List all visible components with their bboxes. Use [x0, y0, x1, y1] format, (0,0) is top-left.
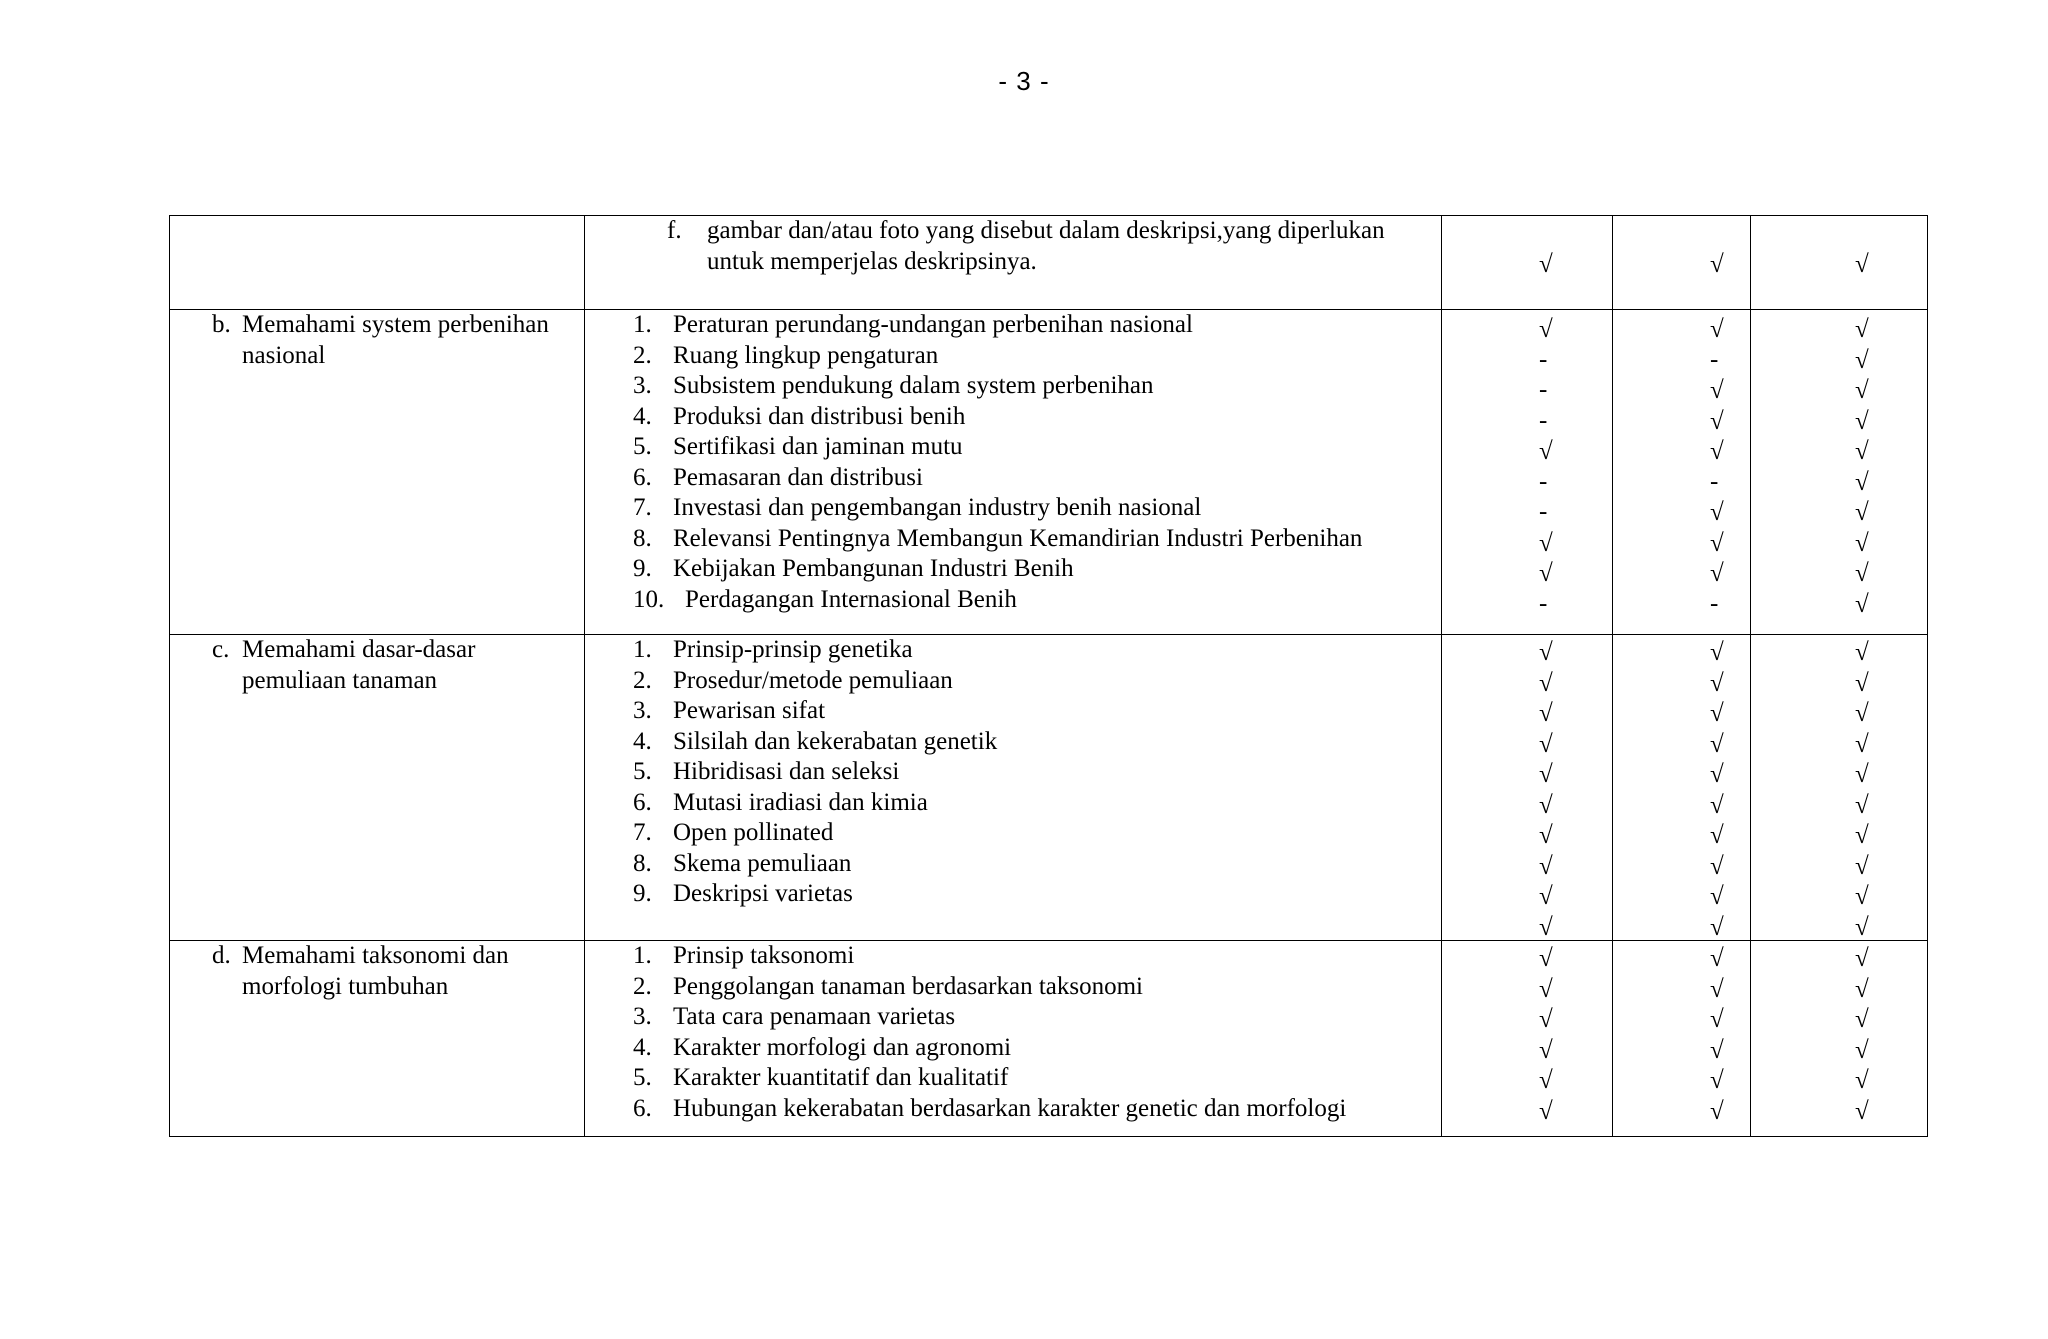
check-column-3 [1751, 310, 1928, 635]
list-item [633, 635, 1431, 666]
check-column-2 [1613, 635, 1751, 941]
check-mark: √ [1539, 316, 1553, 343]
item-number: 5. [633, 758, 652, 785]
check-mark: √ [1710, 1067, 1724, 1094]
check-mark: √ [1855, 529, 1869, 557]
item-text: Ruang lingkup pengaturan [673, 341, 939, 369]
list-item [633, 341, 1431, 372]
competency-table [169, 215, 1928, 1137]
item-text: Mutasi iradiasi dan kimia [673, 788, 928, 816]
check-column-3 [1751, 941, 1928, 1137]
item-number: 4. [633, 402, 652, 430]
list-item [633, 757, 1431, 788]
competency-letter: d. [212, 942, 231, 969]
item-number: 1. [633, 636, 652, 663]
check-mark: √ [1855, 669, 1869, 697]
list-item [633, 941, 1431, 972]
check-mark: √ [1710, 761, 1724, 788]
description-cell [585, 941, 1442, 1137]
list-item [633, 1063, 1431, 1094]
list-item [633, 554, 1431, 585]
check-mark: √ [1539, 883, 1553, 910]
item-number: 8. [633, 524, 652, 552]
check-mark: √ [1855, 700, 1869, 727]
check-mark: √ [1710, 407, 1724, 435]
item-number: 3. [633, 372, 652, 399]
check-mark: √ [1855, 346, 1869, 374]
list-item [633, 585, 1431, 616]
check-mark: √ [1855, 251, 1869, 278]
check-mark: √ [1855, 761, 1869, 788]
list-item [633, 402, 1431, 433]
table-row [170, 216, 1928, 310]
check-mark: √ [1710, 499, 1724, 526]
check-mark: √ [1539, 669, 1553, 697]
competency-label: Memahami dasar-dasar pemuliaan tanaman [242, 636, 476, 694]
check-mark: √ [1855, 822, 1869, 849]
check-mark: √ [1539, 639, 1553, 666]
item-number: 9. [633, 880, 652, 907]
item-text: Prosedur/metode pemuliaan [673, 666, 953, 694]
table-row [170, 941, 1928, 1137]
list-item [633, 432, 1431, 463]
check-mark: √ [1539, 438, 1553, 465]
check-mark: √ [1855, 407, 1869, 435]
check-column-2 [1613, 310, 1751, 635]
page-number: - 3 - [998, 66, 1050, 96]
check-mark: √ [1710, 1006, 1724, 1033]
check-mark: √ [1710, 1036, 1724, 1064]
table-row [170, 310, 1928, 635]
description-cell [585, 635, 1442, 941]
item-number: 7. [633, 494, 652, 521]
check-mark: √ [1710, 822, 1724, 849]
item-number: 8. [633, 849, 652, 877]
item-number: 2. [633, 972, 652, 1000]
item-text: Tata cara penamaan varietas [673, 1003, 956, 1030]
check-mark: √ [1539, 913, 1553, 941]
list-item [633, 849, 1431, 880]
competency-label: Memahami taksonomi dan morfologi tumbuhan [242, 942, 509, 1000]
check-mark: √ [1539, 761, 1553, 788]
check-mark: √ [1855, 1097, 1869, 1125]
item-text: Karakter morfologi dan agronomi [673, 1033, 1012, 1061]
check-mark: √ [1710, 529, 1724, 557]
check-mark: √ [1539, 251, 1553, 278]
dash-mark: - [1539, 406, 1548, 434]
check-mark: √ [1855, 438, 1869, 465]
item-number: 6. [633, 788, 652, 816]
check-column-2 [1613, 216, 1751, 310]
check-mark: √ [1855, 560, 1869, 587]
dash-mark: - [1710, 467, 1719, 495]
competency-cell [170, 635, 585, 941]
item-text: Penggolangan tanaman berdasarkan taksonomi [673, 972, 1143, 1000]
check-mark: √ [1855, 590, 1869, 618]
check-mark: √ [1855, 852, 1869, 880]
check-mark: √ [1710, 730, 1724, 758]
check-mark: √ [1855, 1006, 1869, 1033]
item-text: Sertifikasi dan jaminan mutu [673, 433, 963, 460]
competency-letter: c. [212, 636, 230, 663]
list-item [633, 1002, 1431, 1033]
check-mark: √ [1710, 377, 1724, 404]
check-mark: √ [1539, 945, 1553, 972]
item-number: 7. [633, 819, 652, 846]
item-text: Skema pemuliaan [673, 849, 852, 877]
check-mark: √ [1710, 852, 1724, 880]
list-item [633, 371, 1431, 402]
check-mark: √ [1539, 975, 1553, 1003]
check-mark: √ [1855, 791, 1869, 819]
list-item [633, 788, 1431, 819]
check-mark: √ [1539, 560, 1553, 587]
check-mark: √ [1539, 1097, 1553, 1125]
check-mark: √ [1710, 883, 1724, 910]
check-mark: √ [1855, 1067, 1869, 1094]
competency-cell [170, 941, 585, 1137]
item-number: 3. [633, 697, 652, 724]
check-mark: √ [1855, 499, 1869, 526]
dash-mark: - [1539, 345, 1548, 373]
item-number: 4. [633, 727, 652, 755]
item-text: Kebijakan Pembangunan Industri Benih [673, 555, 1074, 582]
item-text: Pemasaran dan distribusi [673, 463, 923, 491]
check-mark: √ [1855, 975, 1869, 1003]
competency-label: Memahami system perbenihan nasional [242, 311, 549, 369]
check-mark: √ [1710, 438, 1724, 465]
check-mark: √ [1855, 377, 1869, 404]
check-mark: √ [1539, 700, 1553, 727]
item-text: Silsilah dan kekerabatan genetik [673, 727, 998, 755]
list-item [633, 310, 1431, 341]
list-item [633, 666, 1431, 697]
check-mark: √ [1539, 1006, 1553, 1033]
item-text: Hubungan kekerabatan berdasarkan karakter genetic dan morfologi [673, 1094, 1347, 1122]
list-item [633, 879, 1431, 910]
item-number: 4. [633, 1033, 652, 1061]
check-mark: √ [1539, 1036, 1553, 1064]
item-number: 2. [633, 666, 652, 694]
check-mark: √ [1710, 1097, 1724, 1125]
check-mark: √ [1539, 529, 1553, 557]
item-text: Perdagangan Internasional Benih [685, 585, 1017, 613]
item-text: Peraturan perundang-undangan perbenihan nasional [673, 311, 1193, 338]
list-item [633, 493, 1431, 524]
item-number: 6. [633, 463, 652, 491]
list-item [633, 818, 1431, 849]
list-item [633, 463, 1431, 494]
check-mark: √ [1539, 822, 1553, 849]
item-number: 2. [633, 341, 652, 369]
item-text: Investasi dan pengembangan industry benih nasional [673, 494, 1202, 521]
item-text: Prinsip taksonomi [673, 942, 855, 969]
competency-letter: b. [212, 311, 231, 338]
check-mark: √ [1710, 560, 1724, 587]
item-number: 1. [633, 311, 652, 338]
check-mark: √ [1710, 639, 1724, 666]
list-item [633, 1094, 1431, 1125]
item-number: 5. [633, 1064, 652, 1091]
item-text: Subsistem pendukung dalam system perbenihan [673, 372, 1154, 399]
check-column-1 [1442, 310, 1613, 635]
item-text: Hibridisasi dan seleksi [673, 758, 900, 785]
list-item [633, 696, 1431, 727]
check-mark: √ [1855, 1036, 1869, 1064]
item-text: Relevansi Pentingnya Membangun Kemandirian Industri Perbenihan [673, 524, 1363, 552]
check-mark: √ [1710, 251, 1724, 278]
description-cell [585, 216, 1442, 310]
check-mark: √ [1855, 913, 1869, 941]
check-column-3 [1751, 216, 1928, 310]
item-number: 9. [633, 555, 652, 582]
item-text: Karakter kuantitatif dan kualitatif [673, 1064, 1009, 1091]
item-text: Open pollinated [673, 819, 834, 846]
check-mark: √ [1855, 639, 1869, 666]
check-mark: √ [1710, 913, 1724, 941]
item-number: 10. [633, 585, 665, 613]
competency-cell [170, 216, 585, 310]
check-mark: √ [1539, 791, 1553, 819]
list-item [585, 216, 1441, 277]
item-number: 6. [633, 1094, 652, 1122]
check-column-1 [1442, 216, 1613, 310]
description-cell [585, 310, 1442, 635]
dash-mark: - [1539, 498, 1548, 525]
check-mark: √ [1855, 730, 1869, 758]
dash-mark: - [1539, 467, 1548, 495]
item-text: Deskripsi varietas [673, 880, 853, 907]
check-column-2 [1613, 941, 1751, 1137]
item-text: Pewarisan sifat [673, 697, 826, 724]
list-item [633, 1033, 1431, 1064]
check-mark: √ [1855, 316, 1869, 343]
item-number: f. [667, 217, 682, 244]
dash-mark: - [1539, 589, 1548, 617]
check-column-1 [1442, 941, 1613, 1137]
check-mark: √ [1855, 945, 1869, 972]
dash-mark: - [1710, 589, 1719, 617]
dash-mark: - [1710, 345, 1719, 373]
check-mark: √ [1539, 1067, 1553, 1094]
item-text: Prinsip-prinsip genetika [673, 636, 913, 663]
check-mark: √ [1710, 791, 1724, 819]
list-item [633, 524, 1431, 555]
item-text: Produksi dan distribusi benih [673, 402, 966, 430]
check-column-1 [1442, 635, 1613, 941]
dash-mark: - [1539, 376, 1548, 403]
table-row [170, 635, 1928, 941]
check-mark: √ [1710, 669, 1724, 697]
check-mark: √ [1855, 883, 1869, 910]
item-number: 1. [633, 942, 652, 969]
item-number: 5. [633, 433, 652, 460]
check-column-3 [1751, 635, 1928, 941]
check-mark: √ [1539, 852, 1553, 880]
check-mark: √ [1710, 316, 1724, 343]
competency-cell [170, 310, 585, 635]
item-number: 3. [633, 1003, 652, 1030]
check-mark: √ [1855, 468, 1869, 496]
check-mark: √ [1710, 975, 1724, 1003]
list-item [633, 727, 1431, 758]
item-text: gambar dan/atau foto yang disebut dalam deskripsi,yang diperlukan untuk memperjelas deskripsinya. [707, 217, 1385, 275]
check-mark: √ [1539, 730, 1553, 758]
check-mark: √ [1710, 700, 1724, 727]
list-item [633, 972, 1431, 1003]
check-mark: √ [1710, 945, 1724, 972]
